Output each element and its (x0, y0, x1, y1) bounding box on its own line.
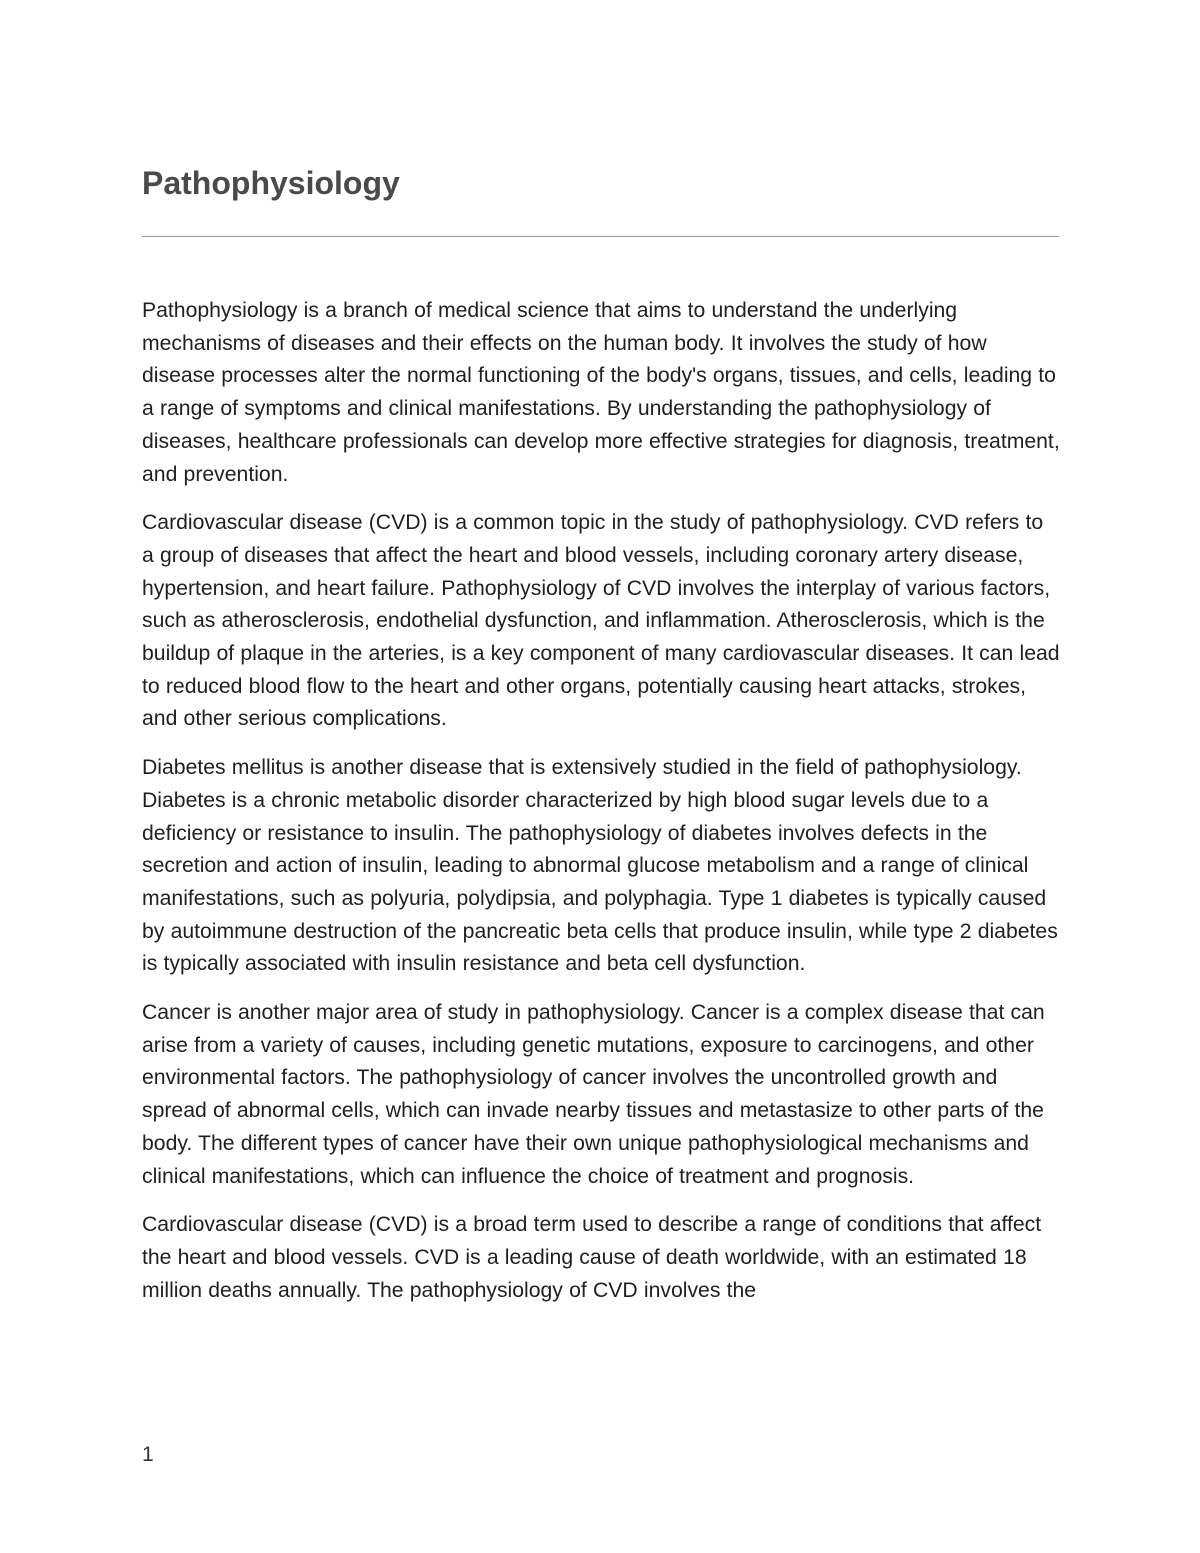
document-body (142, 295, 1060, 1323)
paragraph-cancer: Cancer is another major area of study in pathophysiology. Cancer is a complex disease that can arise from a variety of causes, including genetic mutations, exposure to carcinogens, and other environmental factors. The pathophysiology of cancer involves the uncontrolled growth and spread of abnormal cells, which can invade nearby tissues and metastasize to other parts of the body. The different types of cancer have their own unique pathophysiological mechanisms and clinical manifestations, which can influence the choice of treatment and prognosis. (142, 1001, 1045, 1188)
page-title: Pathophysiology (142, 165, 400, 201)
paragraph-intro: Pathophysiology is a branch of medical science that aims to understand the underlying mechanisms of diseases and their effects on the human body. It involves the study of how disease processes alter the normal functioning of the body's organs, tissues, and cells, leading to a range of symptoms and clinical manifestations. By understanding the pathophysiology of diseases, healthcare professionals can develop more effective strategies for diagnosis, treatment, and prevention. (142, 299, 1060, 486)
title-divider (142, 236, 1059, 237)
page-number: 1 (142, 1443, 154, 1466)
paragraph-diabetes: Diabetes mellitus is another disease that is extensively studied in the field of pathophysiology. Diabetes is a chronic metabolic disorder characterized by high blood sugar levels due to a deficiency or resistance to insulin. The pathophysiology of diabetes involves defects in the secretion and action of insulin, leading to abnormal glucose metabolism and a range of clinical manifestations, such as polyuria, polydipsia, and polyphagia. Type 1 diabetes is typically caused by autoimmune destruction of the pancreatic beta cells that produce insulin, while type 2 diabetes is typically associated with insulin resistance and beta cell dysfunction. (142, 756, 1058, 976)
paragraph-cardiovascular: Cardiovascular disease (CVD) is a common topic in the study of pathophysiology. CVD refers to a group of diseases that affect the heart and blood vessels, including coronary artery disease, hypertension, and heart failure. Pathophysiology of CVD involves the interplay of various factors, such as atherosclerosis, endothelial dysfunction, and inflammation. Atherosclerosis, which is the buildup of plaque in the arteries, is a key component of many cardiovascular diseases. It can lead to reduced blood flow to the heart and other organs, potentially causing heart attacks, strokes, and other serious complications. (142, 511, 1060, 731)
paragraph-cvd-overview: Cardiovascular disease (CVD) is a broad term used to describe a range of conditions that affect the heart and blood vessels. CVD is a leading cause of death worldwide, with an estimated 18 million deaths annually. The pathophysiology of CVD involves the (142, 1213, 1042, 1302)
